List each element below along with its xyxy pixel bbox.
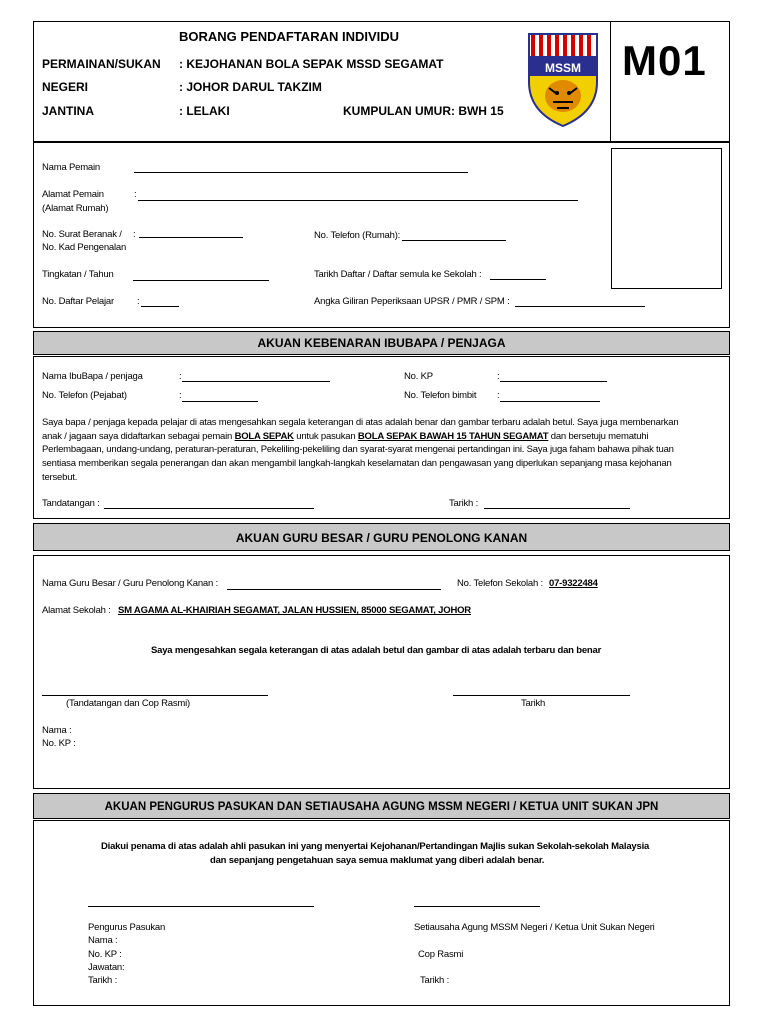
field-nama-guru[interactable] xyxy=(227,589,441,590)
label-tel-pejabat: No. Telefon (Pejabat) xyxy=(42,390,127,401)
colon-pejabat: : xyxy=(179,390,182,401)
logo-text: MSSM xyxy=(545,61,581,75)
parent-para-1: Saya bapa / penjaga kepada pelajar di atas mengesahkan segala keterangan di atas adalah benar dan gambar terbaru adalah betul. Saya juga membenarkan xyxy=(42,417,679,428)
field-angka-giliran[interactable] xyxy=(515,306,645,307)
parent-para-2c: untuk pasukan xyxy=(293,431,358,442)
label-alamat-pemain: Alamat Pemain xyxy=(42,189,104,200)
age-group: KUMPULAN UMUR: BWH 15 xyxy=(343,104,504,118)
field-headmaster-tarikh[interactable] xyxy=(453,695,630,696)
parent-para-5: tersebut. xyxy=(42,472,78,483)
label-alamat-sekolah: Alamat Sekolah : xyxy=(42,605,111,616)
value-negeri: : JOHOR DARUL TAKZIM xyxy=(179,80,322,94)
label-jantina: JANTINA xyxy=(42,104,95,118)
header-divider xyxy=(610,21,611,142)
value-permainan: : KEJOHANAN BOLA SEPAK MSSD SEGAMAT xyxy=(179,57,444,71)
parent-para-4: sentiasa memberikan segala penerangan dan akan mengambil langkah-langkah keselamatan dan pengawasan yang diperlukan sepanjang masa kejohanan xyxy=(42,458,672,469)
label-headmaster-tarikh: Tarikh xyxy=(521,698,546,709)
label-pengurus-nama: Nama : xyxy=(88,935,118,946)
label-angka-giliran: Angka Giliran Peperiksaan UPSR / PMR / SPM : xyxy=(314,296,510,307)
colon-surat: : xyxy=(133,229,136,240)
label-parent-tandatangan: Tandatangan : xyxy=(42,498,100,509)
label-pengurus-jawatan: Jawatan: xyxy=(88,962,125,973)
label-pengurus-tarikh: Tarikh : xyxy=(88,975,118,986)
field-pengurus-sign[interactable] xyxy=(88,906,314,907)
field-headmaster-sign[interactable] xyxy=(42,695,268,696)
field-parent-tandatangan[interactable] xyxy=(104,508,314,509)
label-tingkatan: Tingkatan / Tahun xyxy=(42,269,114,280)
label-permainan: PERMAINAN/SUKAN xyxy=(42,57,161,71)
mssm-logo xyxy=(527,30,599,128)
parent-para-2e: dan bersetuju mematuhi xyxy=(548,431,649,442)
field-tingkatan[interactable] xyxy=(133,280,269,281)
field-no-daftar[interactable] xyxy=(141,306,179,307)
parent-para-3: Perlembagaan, undang-undang, peraturan-peraturan, Pekeliling-pekeliling dan syarat-syarat mengenai pertandingan ini. Saya juga faham bahawa pihak tuan xyxy=(42,444,674,455)
label-negeri: NEGERI xyxy=(42,80,89,94)
label-surat-beranak: No. Surat Beranak / xyxy=(42,229,122,240)
label-tel-bimbit: No. Telefon bimbit xyxy=(404,390,477,401)
value-tel-sekolah: 07-9322484 xyxy=(549,578,598,589)
colon-parent-kp: : xyxy=(497,371,500,382)
label-nama-guru: Nama Guru Besar / Guru Penolong Kanan : xyxy=(42,578,218,589)
field-tel-rumah[interactable] xyxy=(402,240,506,241)
sport-name: BOLA SEPAK xyxy=(234,431,294,442)
field-surat-beranak[interactable] xyxy=(139,237,243,238)
manager-heading: AKUAN PENGURUS PASUKAN DAN SETIAUSAHA AGUNG MSSM NEGERI / KETUA UNIT SUKAN JPN xyxy=(33,793,730,819)
headmaster-statement: Saya mengesahkan segala keterangan di atas adalah betul dan gambar di atas adalah terbaru dan benar xyxy=(151,645,602,656)
label-nama-ibubapa: Nama IbuBapa / penjaga xyxy=(42,371,143,382)
label-tel-rumah: No. Telefon (Rumah): xyxy=(314,230,401,241)
label-no-daftar: No. Daftar Pelajar xyxy=(42,296,114,307)
label-kad-pengenalan: No. Kad Pengenalan xyxy=(42,242,127,253)
parent-heading: AKUAN KEBENARAN IBUBAPA / PENJAGA xyxy=(33,331,730,355)
label-parent-kp: No. KP xyxy=(404,371,433,382)
label-setiausaha-tarikh: Tarikh : xyxy=(420,975,450,986)
label-tel-sekolah: No. Telefon Sekolah : xyxy=(457,578,543,589)
colon-no-daftar: : xyxy=(137,296,140,307)
label-headmaster-nama: Nama : xyxy=(42,725,72,736)
value-alamat-sekolah: SM AGAMA AL-KHAIRIAH SEGAMAT, JALAN HUSSIEN, 85000 SEGAMAT, JOHOR xyxy=(118,605,471,616)
form-title: BORANG PENDAFTARAN INDIVIDU xyxy=(179,29,400,44)
headmaster-heading: AKUAN GURU BESAR / GURU PENOLONG KANAN xyxy=(33,523,730,551)
label-headmaster-kp: No. KP : xyxy=(42,738,76,749)
headmaster-box xyxy=(33,555,730,789)
manager-statement-2: dan sepanjang pengetahuan saya semua maklumat yang diberi adalah benar. xyxy=(210,855,545,866)
parent-para-2 xyxy=(42,431,648,442)
field-tel-pejabat[interactable] xyxy=(182,401,258,402)
team-name: BOLA SEPAK BAWAH 15 TAHUN SEGAMAT xyxy=(357,431,549,442)
field-alamat-pemain[interactable] xyxy=(138,200,578,201)
label-tarikh-daftar: Tarikh Daftar / Daftar semula ke Sekolah : xyxy=(314,269,482,280)
value-jantina: : LELAKI xyxy=(179,104,230,118)
photo-box xyxy=(611,148,722,289)
colon-alamat: : xyxy=(134,189,137,200)
parent-para-2a: anak / jagaan saya didaftarkan sebagai pemain xyxy=(42,431,235,442)
field-parent-kp[interactable] xyxy=(500,381,607,382)
field-parent-tarikh[interactable] xyxy=(484,508,630,509)
field-tel-bimbit[interactable] xyxy=(500,401,600,402)
label-alamat-rumah: (Alamat Rumah) xyxy=(42,203,109,214)
field-nama-ibubapa[interactable] xyxy=(182,381,330,382)
colon-bimbit: : xyxy=(497,390,500,401)
label-headmaster-sign: (Tandatangan dan Cop Rasmi) xyxy=(66,698,190,709)
colon-ibubapa: : xyxy=(179,371,182,382)
form-code: M01 xyxy=(622,37,707,84)
label-setiausaha: Setiausaha Agung MSSM Negeri / Ketua Unit Sukan Negeri xyxy=(414,922,655,933)
label-pengurus-pasukan: Pengurus Pasukan xyxy=(88,922,166,933)
label-parent-tarikh: Tarikh : xyxy=(449,498,479,509)
field-setiausaha-sign[interactable] xyxy=(414,906,540,907)
label-pengurus-kp: No. KP : xyxy=(88,949,122,960)
field-nama-pemain[interactable] xyxy=(134,172,468,173)
label-nama-pemain: Nama Pemain xyxy=(42,162,100,173)
label-cop-rasmi: Cop Rasmi xyxy=(418,949,464,960)
field-tarikh-daftar[interactable] xyxy=(490,279,546,280)
manager-statement-1: Diakui penama di atas adalah ahli pasukan ini yang menyertai Kejohanan/Pertandingan Majlis sukan Sekolah-sekolah Malaysia xyxy=(101,841,650,852)
